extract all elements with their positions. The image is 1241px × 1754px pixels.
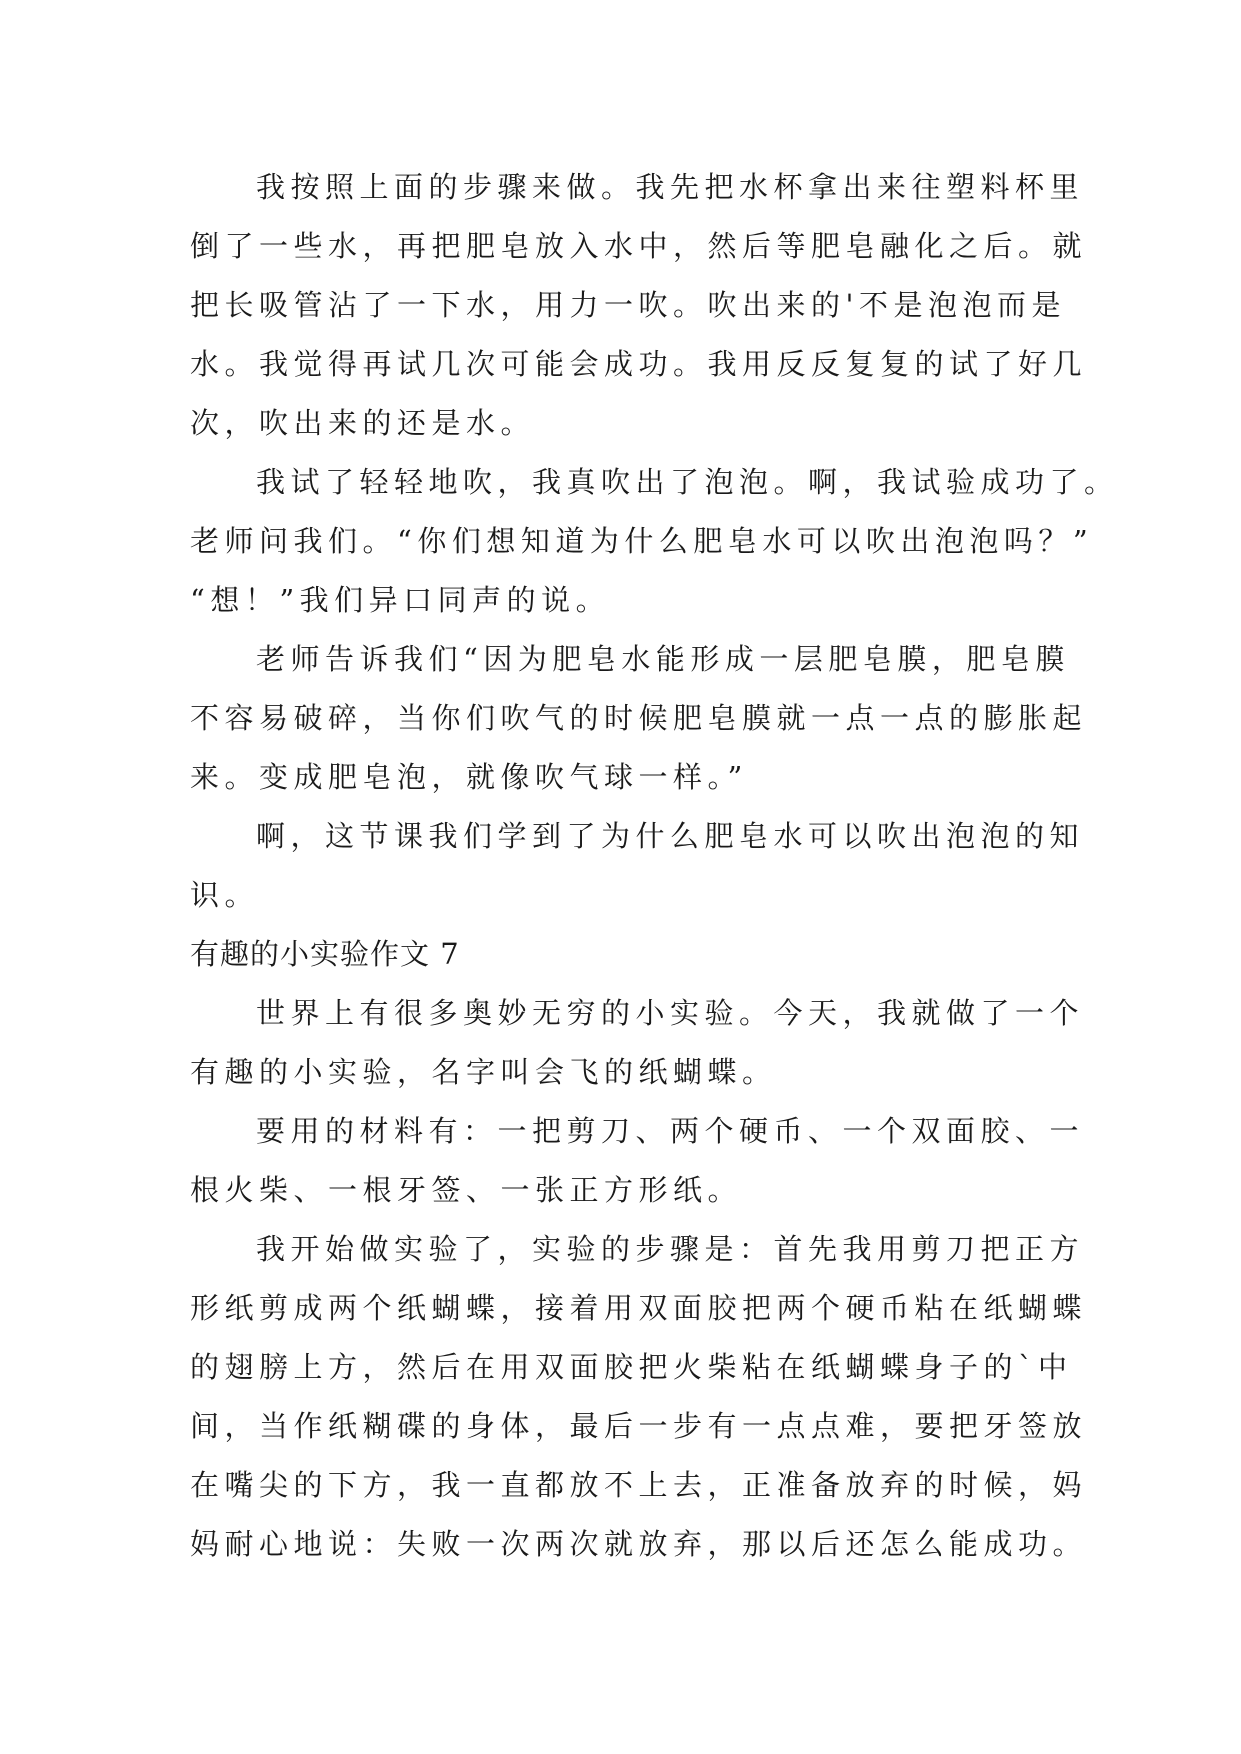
paragraph-line: 识。 <box>190 878 260 912</box>
paragraph-line: 啊，这节课我们学到了为什么肥皂水可以吹出泡泡的知 <box>256 819 1085 853</box>
paragraph-line: 不容易破碎，当你们吹气的时候肥皂膜就一点一点的膨胀起 <box>190 701 1088 735</box>
essay-body <box>190 158 1119 1574</box>
paragraph-line: 我试了轻轻地吹，我真吹出了泡泡。啊，我试验成功了。 <box>256 465 1119 499</box>
paragraph-line: 水。我觉得再试几次可能会成功。我用反反复复的试了好几 <box>190 347 1088 381</box>
paragraph-line: 形纸剪成两个纸蝴蝶，接着用双面胶把两个硬币粘在纸蝴蝶 <box>190 1291 1088 1325</box>
paragraph-line: 老师告诉我们“因为肥皂水能形成一层肥皂膜，肥皂膜 <box>256 642 1070 676</box>
paragraph-line: 倒了一些水，再把肥皂放入水中，然后等肥皂融化之后。就 <box>190 229 1088 263</box>
paragraph-line: 我开始做实验了，实验的步骤是：首先我用剪刀把正方 <box>256 1232 1085 1266</box>
paragraph-line: 的翅膀上方，然后在用双面胶把火柴粘在纸蝴蝶身子的`中 <box>190 1350 1073 1384</box>
paragraph-line: 世界上有很多奥妙无穷的小实验。今天，我就做了一个 <box>256 996 1085 1030</box>
paragraph-line: 要用的材料有：一把剪刀、两个硬币、一个双面胶、一 <box>256 1114 1085 1148</box>
section-heading: 有趣的小实验作文 7 <box>190 937 460 971</box>
paragraph-line: 间，当作纸糊碟的身体，最后一步有一点点难，要把牙签放 <box>190 1409 1088 1443</box>
paragraph-line: 次，吹出来的还是水。 <box>190 406 536 440</box>
paragraph-line: 有趣的小实验，名字叫会飞的纸蝴蝶。 <box>190 1055 777 1089</box>
paragraph-line: 来。变成肥皂泡，就像吹气球一样。” <box>190 760 748 794</box>
paragraph-line: 老师问我们。“你们想知道为什么肥皂水可以吹出泡泡吗？” <box>190 524 1094 558</box>
paragraph-line: 我按照上面的步骤来做。我先把水杯拿出来往塑料杯里 <box>256 170 1085 204</box>
paragraph-line: 在嘴尖的下方，我一直都放不上去，正准备放弃的时候，妈 <box>190 1468 1088 1502</box>
paragraph-line: 根火柴、一根牙签、一张正方形纸。 <box>190 1173 743 1207</box>
paragraph-line: 妈耐心地说：失败一次两次就放弃，那以后还怎么能成功。 <box>190 1527 1088 1561</box>
paragraph-line: “想！”我们异口同声的说。 <box>190 583 611 617</box>
paragraph-line: 把长吸管沾了一下水，用力一吹。吹出来的'不是泡泡而是 <box>190 288 1066 322</box>
